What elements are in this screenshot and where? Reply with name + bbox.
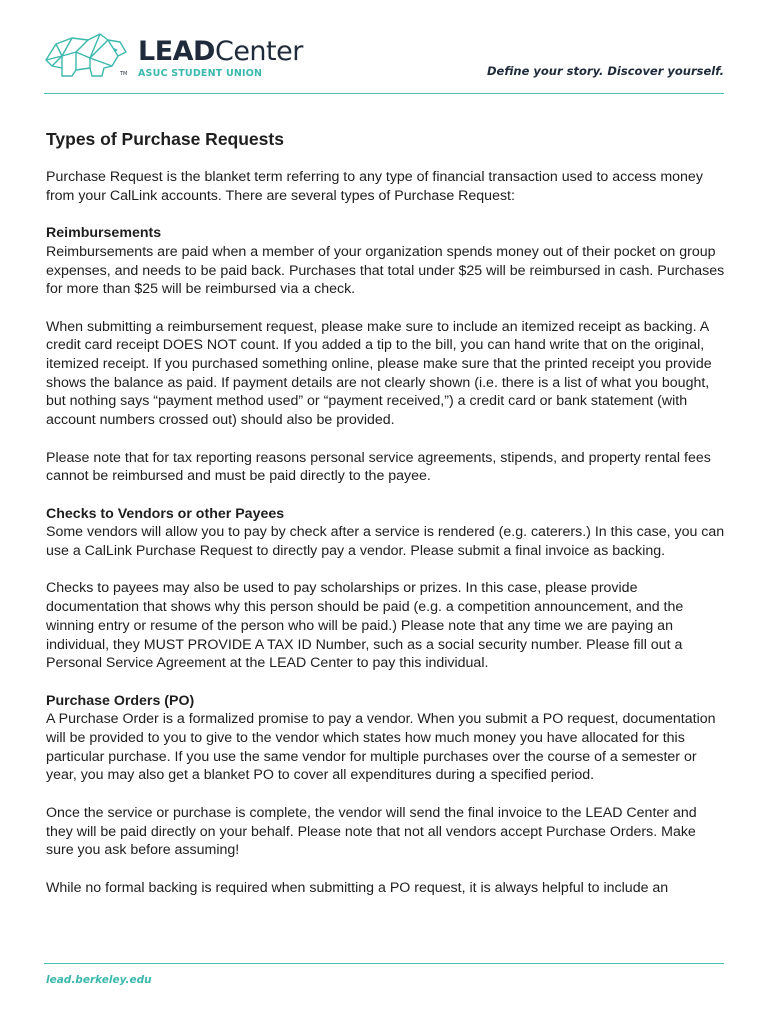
paragraph: Checks to payees may also be used to pay scholarships or prizes. In this case, please provide documentation that shows why this person should be paid (e.g. a competition announcement, and the winning entry or resume of the person who will be paid.) Please note that any time we are paying an individual, they MUST PROVIDE A TAX ID Number, such as a social security number. Please fill out a Personal Service Agreement at the LEAD Center to pay this individual. (46, 580, 684, 672)
logo-word-regular: Center (214, 36, 303, 67)
section-heading-checks: Checks to Vendors or other Payees (46, 505, 285, 522)
tagline: Define your story. Discover yourself. (487, 64, 724, 78)
section-heading-reimbursements: Reimbursements (46, 225, 162, 242)
paragraph: Please note that for tax reporting reasons personal service agreements, stipends, and property rental fees cannot be reimbursed and must be paid directly to the payee. (46, 449, 711, 485)
document-body (46, 128, 726, 916)
header-divider (44, 93, 724, 94)
paragraph: Once the service or purchase is complete, the vendor will send the final invoice to the LEAD Center and they will be paid directly on your behalf. Please note that not all vendors accept Purchase Orders. Make sure you ask before assuming! (46, 804, 697, 859)
paragraph: Some vendors will allow you to pay by check after a service is rendered (e.g. caterers.) In this case, you can use a CalLink Purchase Request to directly pay a vendor. Please submit a final invoice as backing. (46, 524, 725, 559)
footer-website-link[interactable]: lead.berkeley.edu (46, 974, 152, 986)
paragraph: While no formal backing is required when submitting a PO request, it is always helpful to include an (46, 879, 669, 896)
paragraph: A Purchase Order is a formalized promise to pay a vendor. When you submit a PO request, documentation will be provided to you to give to the vendor which states how much money you have allocated for this particular purchase. If you use the same vendor for multiple purchases over the course of a semester or year, you may also get a blanket PO to cover all expenditures during a specified period. (46, 711, 716, 784)
intro-paragraph: Purchase Request is the blanket term referring to any type of financial transaction used to access money from your CalLink accounts. There are several types of Purchase Request: (46, 169, 703, 204)
section-heading-purchase-orders: Purchase Orders (PO) (46, 692, 195, 709)
lead-center-logo (42, 30, 303, 82)
footer-divider (44, 963, 724, 964)
bear-logo-icon (42, 30, 128, 80)
document-title: Types of Purchase Requests (46, 129, 284, 149)
logo-word-bold: LEAD (138, 36, 215, 67)
paragraph: When submitting a reimbursement request, please make sure to include an itemized receipt as backing. A credit card receipt DOES NOT count. If you added a tip to the bill, you can hand write that on the original, itemized receipt. If you purchased something online, please make sure that the printed receipt you provide shows the balance as paid. If payment details are not clearly shown (i.e. there is a list of what you bought, but nothing says “payment method used” or “payment received,”) a credit card or bank statement (with account numbers crossed out) should also be provided. (46, 318, 712, 429)
logo-subtitle: ASUC STUDENT UNION (138, 68, 263, 79)
trademark-label: TM (120, 71, 128, 77)
logo-wordmark (138, 36, 303, 68)
paragraph: Reimbursements are paid when a member of your organization spends money out of their pocket on group expenses, and needs to be paid back. Purchases that total under $25 will be reimbursed in cash. Purchases for more than $25 will be reimbursed via a check. (46, 243, 725, 298)
